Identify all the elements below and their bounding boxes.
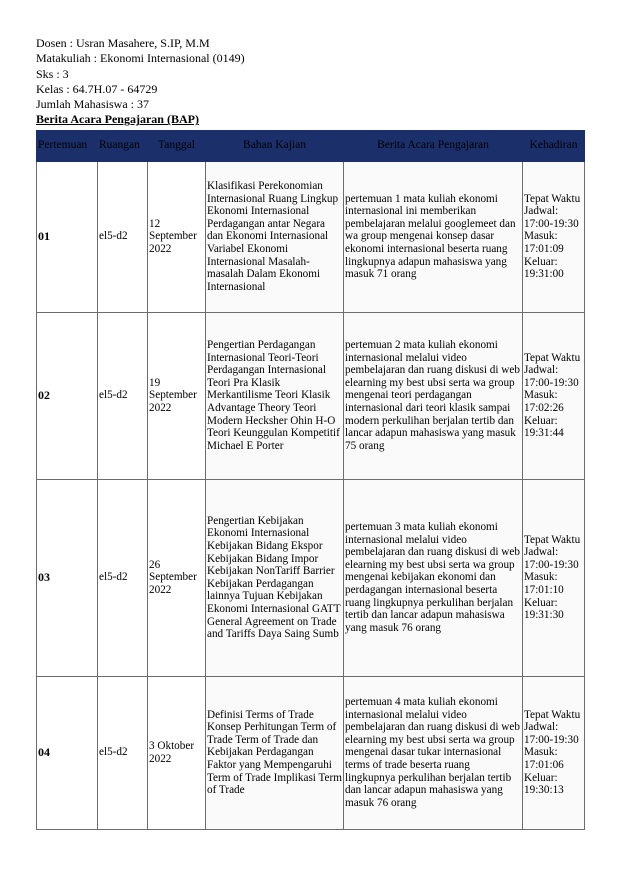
room-cell: el5-d2: [98, 161, 148, 312]
header-ruangan: Ruangan: [98, 130, 148, 161]
report-cell: pertemuan 4 mata kuliah ekonomi internasional melalui video pembelajaran dan ruang diskusi di web elearning my best ubsi serta wa group mengenai dasar tukar internasional terms of trade beserta ruang lingkupnya perkulihan berjalan tertib dan lancar adapun mahasiswa yang masuk 76 orang: [344, 676, 523, 829]
course-line: Matakuliah : Ekonomi Internasional (0149): [36, 51, 245, 66]
attendance-cell: Tepat Waktu Jadwal: 17:00-19:30 Masuk: 17:01:09 Keluar: 19:31:00: [523, 161, 585, 312]
header-bahan-kajian: Bahan Kajian: [206, 130, 344, 161]
bap-table: [36, 130, 585, 830]
date-cell: 12 September 2022: [148, 161, 206, 312]
document-page: [36, 36, 584, 830]
date-cell: 26 September 2022: [148, 479, 206, 676]
date-cell: 19 September 2022: [148, 312, 206, 479]
meeting-number: 02: [37, 312, 98, 479]
class-line: Kelas : 64.7H.07 - 64729: [36, 81, 158, 96]
topic-cell: Pengertian Kebijakan Ekonomi Internasional Kebijakan Bidang Ekspor Kebijakan Bidang Impor Kebijakan NonTariff Barrier Kebijakan Perdagangan lainnya Tujuan Kebijakan Ekonomi Internasional GATT General Agreement on Trade and Tariffs Daya Saing Sumb: [206, 479, 344, 676]
meeting-number: 03: [37, 479, 98, 676]
table-row: [37, 161, 585, 312]
attendance-cell: Tepat Waktu Jadwal: 17:00-19:30 Masuk: 17:01:06 Keluar: 19:30:13: [523, 676, 585, 829]
topic-cell: Definisi Terms of Trade Konsep Perhitungan Term of Trade Term of Trade dan Kebijakan Perdagangan Faktor yang Mempengaruhi Term of Trade Implikasi Term of Trade: [206, 676, 344, 829]
report-cell: pertemuan 2 mata kuliah ekonomi internasional melalui video pembelajaran dan ruang diskusi di web elearning my best ubsi serta wa group mengenai teori perdagangan internasional dari teori klasik sampai modern perkulihan berjalan tertib dan lancar adapun mahasiswa yang masuk 75 orang: [344, 312, 523, 479]
topic-cell: Pengertian Perdagangan Internasional Teori-Teori Perdagangan Internasional Teori Pra Klasik Merkantilisme Teori Klasik Advantage Theory Teori Modern Hecksher Ohin H-O Teori Keunggulan Kompetitif Michael E Porter: [206, 312, 344, 479]
report-cell: pertemuan 1 mata kuliah ekonomi internasional ini memberikan pembelajaran melalui googlemeet dan wa group mengenai konsep dasar ekonomi internasional beserta ruang lingkupnya adapun mahasiswa yang masuk 71 orang: [344, 161, 523, 312]
header-pertemuan: Pertemuan: [37, 130, 98, 161]
report-cell: pertemuan 3 mata kuliah ekonomi internasional melalui video pembelajaran dan ruang diskusi di web elearning my best ubsi serta wa group mengenai kebijakan ekonomi dan perdagangan internasional beserta ruang lingkupnya perkulihan berjalan tertib dan lancar adapun mahasiswa yang masuk 76 orang: [344, 479, 523, 676]
date-cell: 3 Oktober 2022: [148, 676, 206, 829]
lecturer-line: Dosen : Usran Masahere, S.IP, M.M: [36, 36, 210, 50]
attendance-cell: Tepat Waktu Jadwal: 17:00-19:30 Masuk: 17:02:26 Keluar: 19:31:44: [523, 312, 585, 479]
table-row: [37, 676, 585, 829]
header-berita-acara: Berita Acara Pengajaran: [344, 130, 523, 161]
table-row: [37, 479, 585, 676]
attendance-cell: Tepat Waktu Jadwal: 17:00-19:30 Masuk: 17:01:10 Keluar: 19:31:30: [523, 479, 585, 676]
student-count-line: Jumlah Mahasiswa : 37: [36, 97, 149, 112]
header-tanggal: Tanggal: [148, 130, 206, 161]
meeting-number: 01: [37, 161, 98, 312]
room-cell: el5-d2: [98, 312, 148, 479]
header-kehadiran: Kehadiran: [523, 130, 585, 161]
room-cell: el5-d2: [98, 479, 148, 676]
table-header-row: [37, 130, 585, 161]
room-cell: el5-d2: [98, 676, 148, 829]
table-row: [37, 312, 585, 479]
topic-cell: Klasifikasi Perekonomian Internasional Ruang Lingkup Ekonomi Internasional Perdagangan antar Negara dan Ekonomi Internasional Variabel Ekonomi Internasional Masalah-masalah Dalam Ekonomi Internasional: [206, 161, 344, 312]
document-title: Berita Acara Pengajaran (BAP): [36, 112, 199, 127]
meeting-number: 04: [37, 676, 98, 829]
credits-line: Sks : 3: [36, 66, 69, 81]
